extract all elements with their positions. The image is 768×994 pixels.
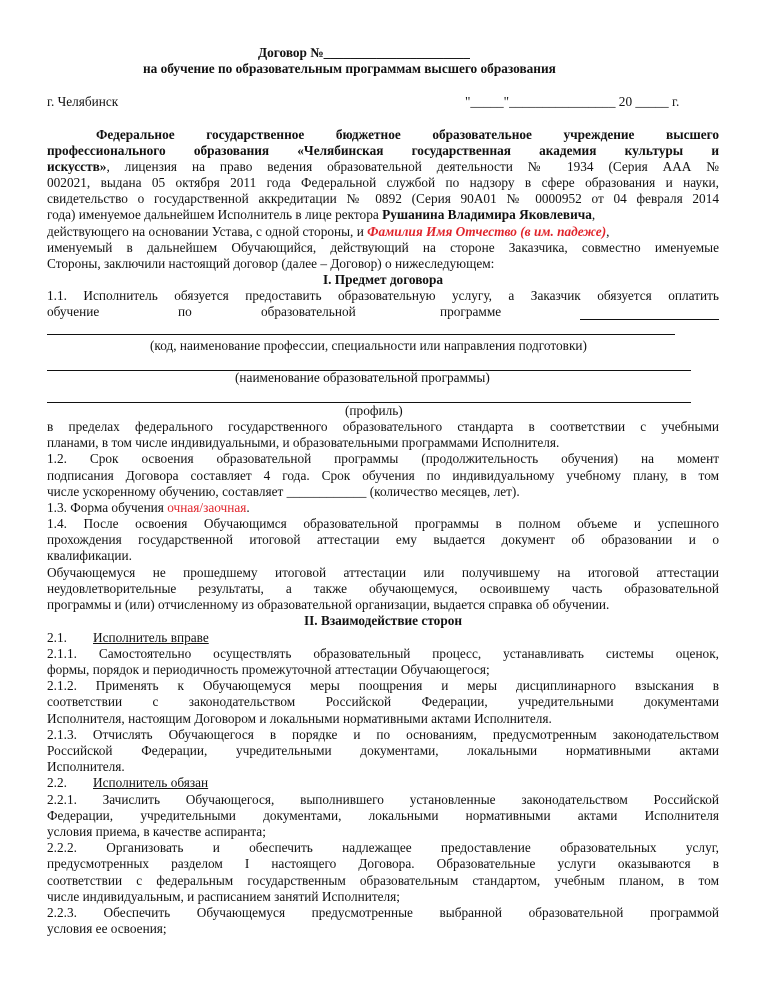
intro-line-2: профессионального образования «Челябинская государственная академия культуры и [47,143,719,158]
limits-line-2: планами, в том числе индивидуальными, и образовательными программами Исполнителя. [47,435,560,450]
p12-line-2: подписания Договора составляет 4 года. Срок обучения по индивидуальному учебному плану, в том [47,468,719,483]
p14-line-3: квалификации. [47,548,132,563]
intro-party-prefix: действующего на основании Устава, с одной стороны, и [47,224,368,239]
p223-line-1: 2.2.3. Обеспечить Обучающемуся предусмотренные выбранной образовательной программой [47,905,719,920]
code-blank-line [47,334,675,335]
p11-word-1: обучение [47,304,100,319]
intro-rector-prefix: года) именуемое дальнейшем Исполнитель в лице ректора [47,207,383,222]
intro-line-5: свидетельство о государственной аккредитации № 0892 (Серия 90А01 № 0000952 от 04 февраля 2014 [47,191,719,206]
p222-line-2: предусмотренных разделом I настоящего Договора. Образовательные услуги оказываются в [47,856,719,871]
contract-date: "_____"________________ 20 _____ г. [465,94,680,109]
p15-line-1: Обучающемуся не прошедшему итоговой аттестации или получившему на итоговой аттестации [47,565,719,580]
p212-line-2: соответствии с законодательством Российской Федерации, учредительными документами [47,694,719,709]
intro-comma-2: , [606,224,610,239]
p221-line-2: Федерации, учредительными документами, локальными нормативными актами Исполнителя [47,808,719,823]
intro-comma: , [591,207,596,222]
p213-line-2: Российской Федерации, учредительными документами, локальными нормативными актами [47,743,719,758]
intro-line-6 [47,207,595,223]
intro-org-end: искусств» [47,159,107,174]
p213-line-1: 2.1.3. Отчислять Обучающегося в порядке и по основаниям, предусмотренным законодательством [47,727,719,742]
p222-line-4: числе индивидуальным, и расписанием занятий Исполнителя; [47,889,400,904]
p11-word-2: по [178,304,192,319]
p212-line-1: 2.1.2. Применять к Обучающемуся меры поощрения и меры дисциплинарного взыскания в [47,678,719,693]
p11-word-3: образовательной [261,304,356,319]
student-name-placeholder: Фамилия Имя Отчество (в им. падеже) [367,224,607,239]
p211-line-1: 2.1.1. Самостоятельно осуществлять образовательный процесс, устанавливать системы оценок, [47,646,719,661]
city: г. Челябинск [47,94,119,109]
p222-line-3: соответствии с федеральным государственным образовательным стандартом, учебным планом, в том [47,873,719,888]
p22-title: Исполнитель обязан [93,775,209,790]
intro-line-1: Федеральное государственное бюджетное образовательное учреждение высшего [96,127,719,142]
p11-line-1: 1.1. Исполнитель обязуется предоставить образовательную услугу, а Заказчик обязуется оплатить [47,288,719,303]
p15-line-2: неудовлетворительные результаты, а также обучающемуся, освоившему часть образовательной [47,581,719,596]
contract-subtitle: на обучение по образовательным программам высшего образования [143,61,556,76]
intro-license: , лицензия на право ведения образовательной деятельности № 1934 (Серия ААА № [106,159,719,174]
intro-line-9: Стороны, заключили настоящий договор (далее – Договор) о нижеследующем: [47,256,495,271]
limits-line-1: в пределах федерального государственного образовательного стандарта в соответствии с учебными [47,419,719,434]
p14-line-2: прохождения государственной итоговой аттестации ему выдается документ об образовании и о [47,532,719,547]
section-1-heading: I. Предмет договора [322,272,443,287]
p21-number: 2.1. [47,630,67,645]
caption-code: (код, наименование профессии, специальности или направления подготовки) [150,338,587,353]
intro-line-8: именуемый в дальнейшем Обучающийся, действующий на стороне Заказчика, совместно именуемые [47,240,719,255]
p21-title: Исполнитель вправе [93,630,209,645]
p15-line-3: программы и (или) отчисленному из образовательной организации, выдается справка об обучении. [47,597,610,612]
p223-line-2: условия ее освоения; [47,921,167,936]
p13-period: . [246,500,250,515]
intro-line-4: 002021, выдана 05 октября 2011 года Федеральной службой по надзору в сфере образования и науки, [47,175,719,190]
p221-line-3: условия приема, в качестве аспиранта; [47,824,266,839]
caption-profile: (профиль) [345,403,403,418]
p22-number: 2.2. [47,775,67,790]
section-2-heading: II. Взаимодействие сторон [303,613,463,628]
caption-program: (наименование образовательной программы) [235,370,490,385]
p14-line-1: 1.4. После освоения Обучающимся образовательной программы в полном объеме и успешного [47,516,719,531]
p221-line-1: 2.2.1. Зачислить Обучающегося, выполнившего установленные законодательством Российской [47,792,719,807]
p212-line-3: Исполнителя, настоящим Договором и локальными нормативными актами Исполнителя. [47,711,552,726]
intro-line-7 [47,224,609,240]
p13-prefix: 1.3. Форма обучения [47,500,168,515]
p213-line-3: Исполнителя. [47,759,125,774]
rector-name: Рушанина Владимира Яковлевича [382,207,592,222]
p211-line-2: формы, порядок и периодичность промежуточной аттестации Обучающегося; [47,662,490,677]
contract-title: Договор №______________________ [258,45,470,60]
p12-line-3: числе ускоренному обучению, составляет ____________ (количество месяцев, лет). [47,484,520,499]
p222-line-1: 2.2.2. Организовать и обеспечить надлежащее предоставление образовательных услуг, [47,840,719,855]
p12-line-1: 1.2. Срок освоения образовательной программы (продолжительность обучения) на момент [47,451,719,466]
program-blank-line [580,319,719,320]
study-form-placeholder: очная/заочная [167,500,247,515]
p13-line [47,500,250,516]
p11-word-4: программе [440,304,502,319]
intro-line-3 [47,159,719,175]
